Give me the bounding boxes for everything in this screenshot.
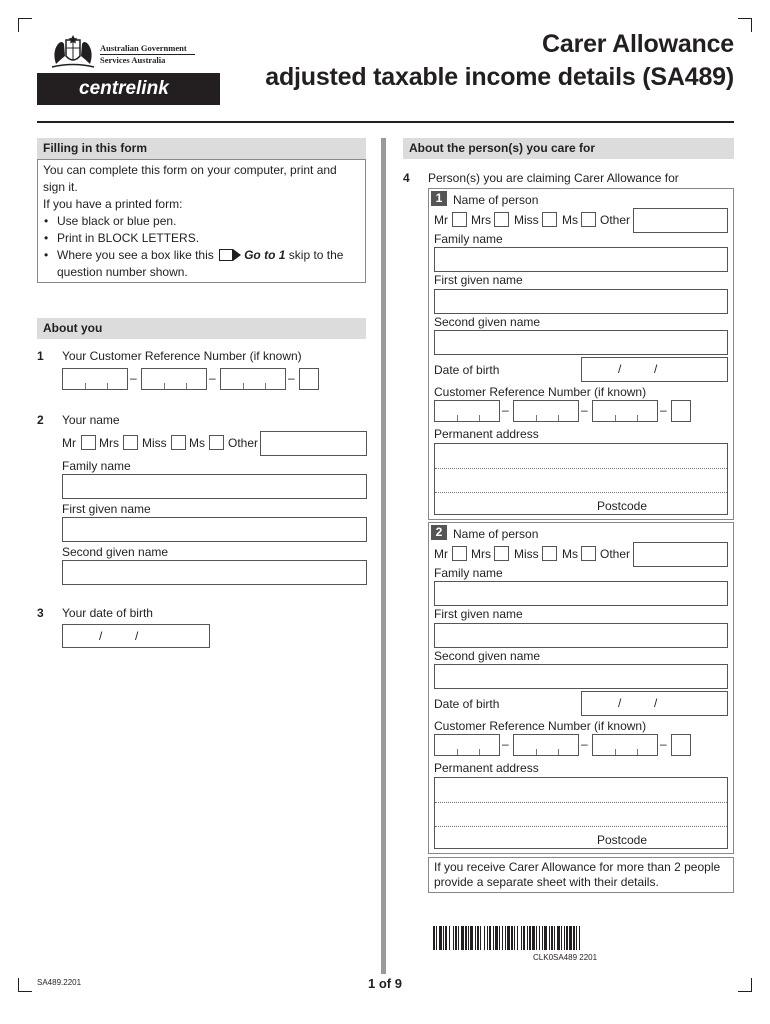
p1-second-given-label: Second given name [434,315,541,329]
p1-crn-segment-1[interactable] [434,400,500,422]
q2-label: Your name [62,413,120,427]
form-code: SA489.2201 [37,978,82,987]
p2-second-given-input[interactable] [434,664,728,689]
p2-crn-segment-1[interactable] [434,734,500,756]
name-of-person-label: Name of person [453,527,539,541]
p2-dob-input[interactable]: / / [581,691,728,716]
page-number: 1 of 9 [368,976,402,991]
title-ms-checkbox[interactable] [209,435,224,450]
crop-mark-top-right [738,18,752,32]
p2-title-ms-checkbox[interactable] [581,546,596,561]
first-given-name-label: First given name [62,502,151,516]
centrelink-logo: centrelink [37,73,220,105]
title-mr-checkbox[interactable] [81,435,96,450]
crn-segment-2[interactable] [141,368,207,390]
p1-crn-segment-3[interactable] [592,400,658,422]
p1-title-miss-checkbox[interactable] [542,212,557,227]
barcode-bar [580,926,581,950]
about-you-heading: About you [37,318,366,339]
p2-family-name-label: Family name [434,566,503,580]
filling-intro: You can complete this form on your computer, print and sign it. [43,163,337,194]
crn-segment-4[interactable] [299,368,319,390]
name-of-person-label: Name of person [453,193,539,207]
family-name-input[interactable] [62,474,367,499]
p2-family-name-input[interactable] [434,581,728,606]
header-rule [37,121,734,123]
form-subtitle: adjusted taxable income details (SA489) [265,63,734,91]
q4-label: Person(s) you are claiming Carer Allowance for [428,171,679,185]
p2-second-given-label: Second given name [434,649,541,663]
date-of-birth-input[interactable]: / / [62,624,210,648]
q1-crn-input-group[interactable] [62,368,322,392]
p2-crn-segment-2[interactable] [513,734,579,756]
crn-dash: – [130,371,137,385]
crn-dash: – [288,371,295,385]
q3-number: 3 [37,606,44,620]
p2-title-miss-checkbox[interactable] [542,546,557,561]
p2-title-mrs-checkbox[interactable] [494,546,509,561]
p2-title-mr-checkbox[interactable] [452,546,467,561]
second-given-name-label: Second given name [62,545,169,559]
crop-mark-bottom-left [18,978,32,992]
p1-dob-input[interactable]: / / [581,357,728,382]
q2-number: 2 [37,413,44,427]
second-given-name-input[interactable] [62,560,367,585]
column-divider [381,138,386,974]
more-people-note: If you receive Carer Allowance for more than 2 people provide a separate sheet with their details. [428,857,734,893]
filling-in-box [37,159,366,283]
person-2-number: 2 [431,525,447,540]
p2-first-given-label: First given name [434,607,523,621]
q4-number: 4 [403,171,410,185]
p2-address-label: Permanent address [434,761,539,775]
printed-intro: If you have a printed form: [43,197,183,211]
title-other-input[interactable] [260,431,367,456]
title-mrs-checkbox[interactable] [123,435,138,450]
family-name-label: Family name [62,459,131,473]
q1-label: Your Customer Reference Number (if known) [62,349,302,363]
form-title: Carer Allowance [542,30,734,58]
title-miss-checkbox[interactable] [171,435,186,450]
crn-segment-1[interactable] [62,368,128,390]
p1-address-input[interactable] [434,443,728,515]
barcode [433,926,703,950]
p1-title-other-input[interactable] [633,208,728,233]
p2-crn-segment-3[interactable] [592,734,658,756]
p1-first-given-label: First given name [434,273,523,287]
p2-dob-label: Date of birth [434,697,500,711]
first-given-name-input[interactable] [62,517,367,542]
person-1-number: 1 [431,191,447,206]
p2-postcode-label: Postcode [597,833,648,847]
p1-second-given-input[interactable] [434,330,728,355]
p1-postcode-label: Postcode [597,499,648,513]
barcode-text: CLK0SA489 2201 [533,953,598,962]
p1-address-label: Permanent address [434,427,539,441]
crop-mark-bottom-right [738,978,752,992]
p1-family-name-input[interactable] [434,247,728,272]
government-name: Australian Government Services Australia [100,43,195,66]
p1-title-mr-checkbox[interactable] [452,212,467,227]
arrow-right-icon [233,249,241,261]
p1-dob-label: Date of birth [434,363,500,377]
bullet-block-letters: • Print in BLOCK LETTERS. [43,230,360,247]
crn-segment-3[interactable] [220,368,286,390]
p1-crn-label: Customer Reference Number (if known) [434,385,647,399]
bullet-skip: • Where you see a box like this Go to 1 skip to the question number shown. [43,247,360,281]
crn-dash: – [209,371,216,385]
care-for-heading: About the person(s) you care for [403,138,734,159]
p1-title-mrs-checkbox[interactable] [494,212,509,227]
person-2-panel: 2 Name of person Mr Mrs Miss Ms Other Family name First given name Second given name Date of birth / / Customer Reference Number (if known) – – – Permanent address Postcode [428,522,734,854]
p2-crn-segment-4[interactable] [671,734,691,756]
p2-first-given-input[interactable] [434,623,728,648]
crop-mark-top-left [18,18,32,32]
p1-crn-segment-2[interactable] [513,400,579,422]
coat-of-arms-icon [48,34,98,70]
person-1-panel: 1 Name of person Mr Mrs Miss Ms Other Family name First given name Second given name Date of birth / / Customer Reference Number (if known) – – – Permanent address Postcode [428,188,734,520]
q1-number: 1 [37,349,44,363]
p1-family-name-label: Family name [434,232,503,246]
q2-title-row: Mr Mrs Miss Ms Other [62,431,367,457]
p1-title-ms-checkbox[interactable] [581,212,596,227]
filling-in-heading: Filling in this form [37,138,366,159]
q3-label: Your date of birth [62,606,153,620]
p2-title-other-input[interactable] [633,542,728,567]
p1-first-given-input[interactable] [434,289,728,314]
p2-address-input[interactable] [434,777,728,849]
p1-crn-segment-4[interactable] [671,400,691,422]
bullet-pen: • Use black or blue pen. [43,213,360,230]
skip-box-icon [219,249,233,261]
p2-crn-label: Customer Reference Number (if known) [434,719,647,733]
